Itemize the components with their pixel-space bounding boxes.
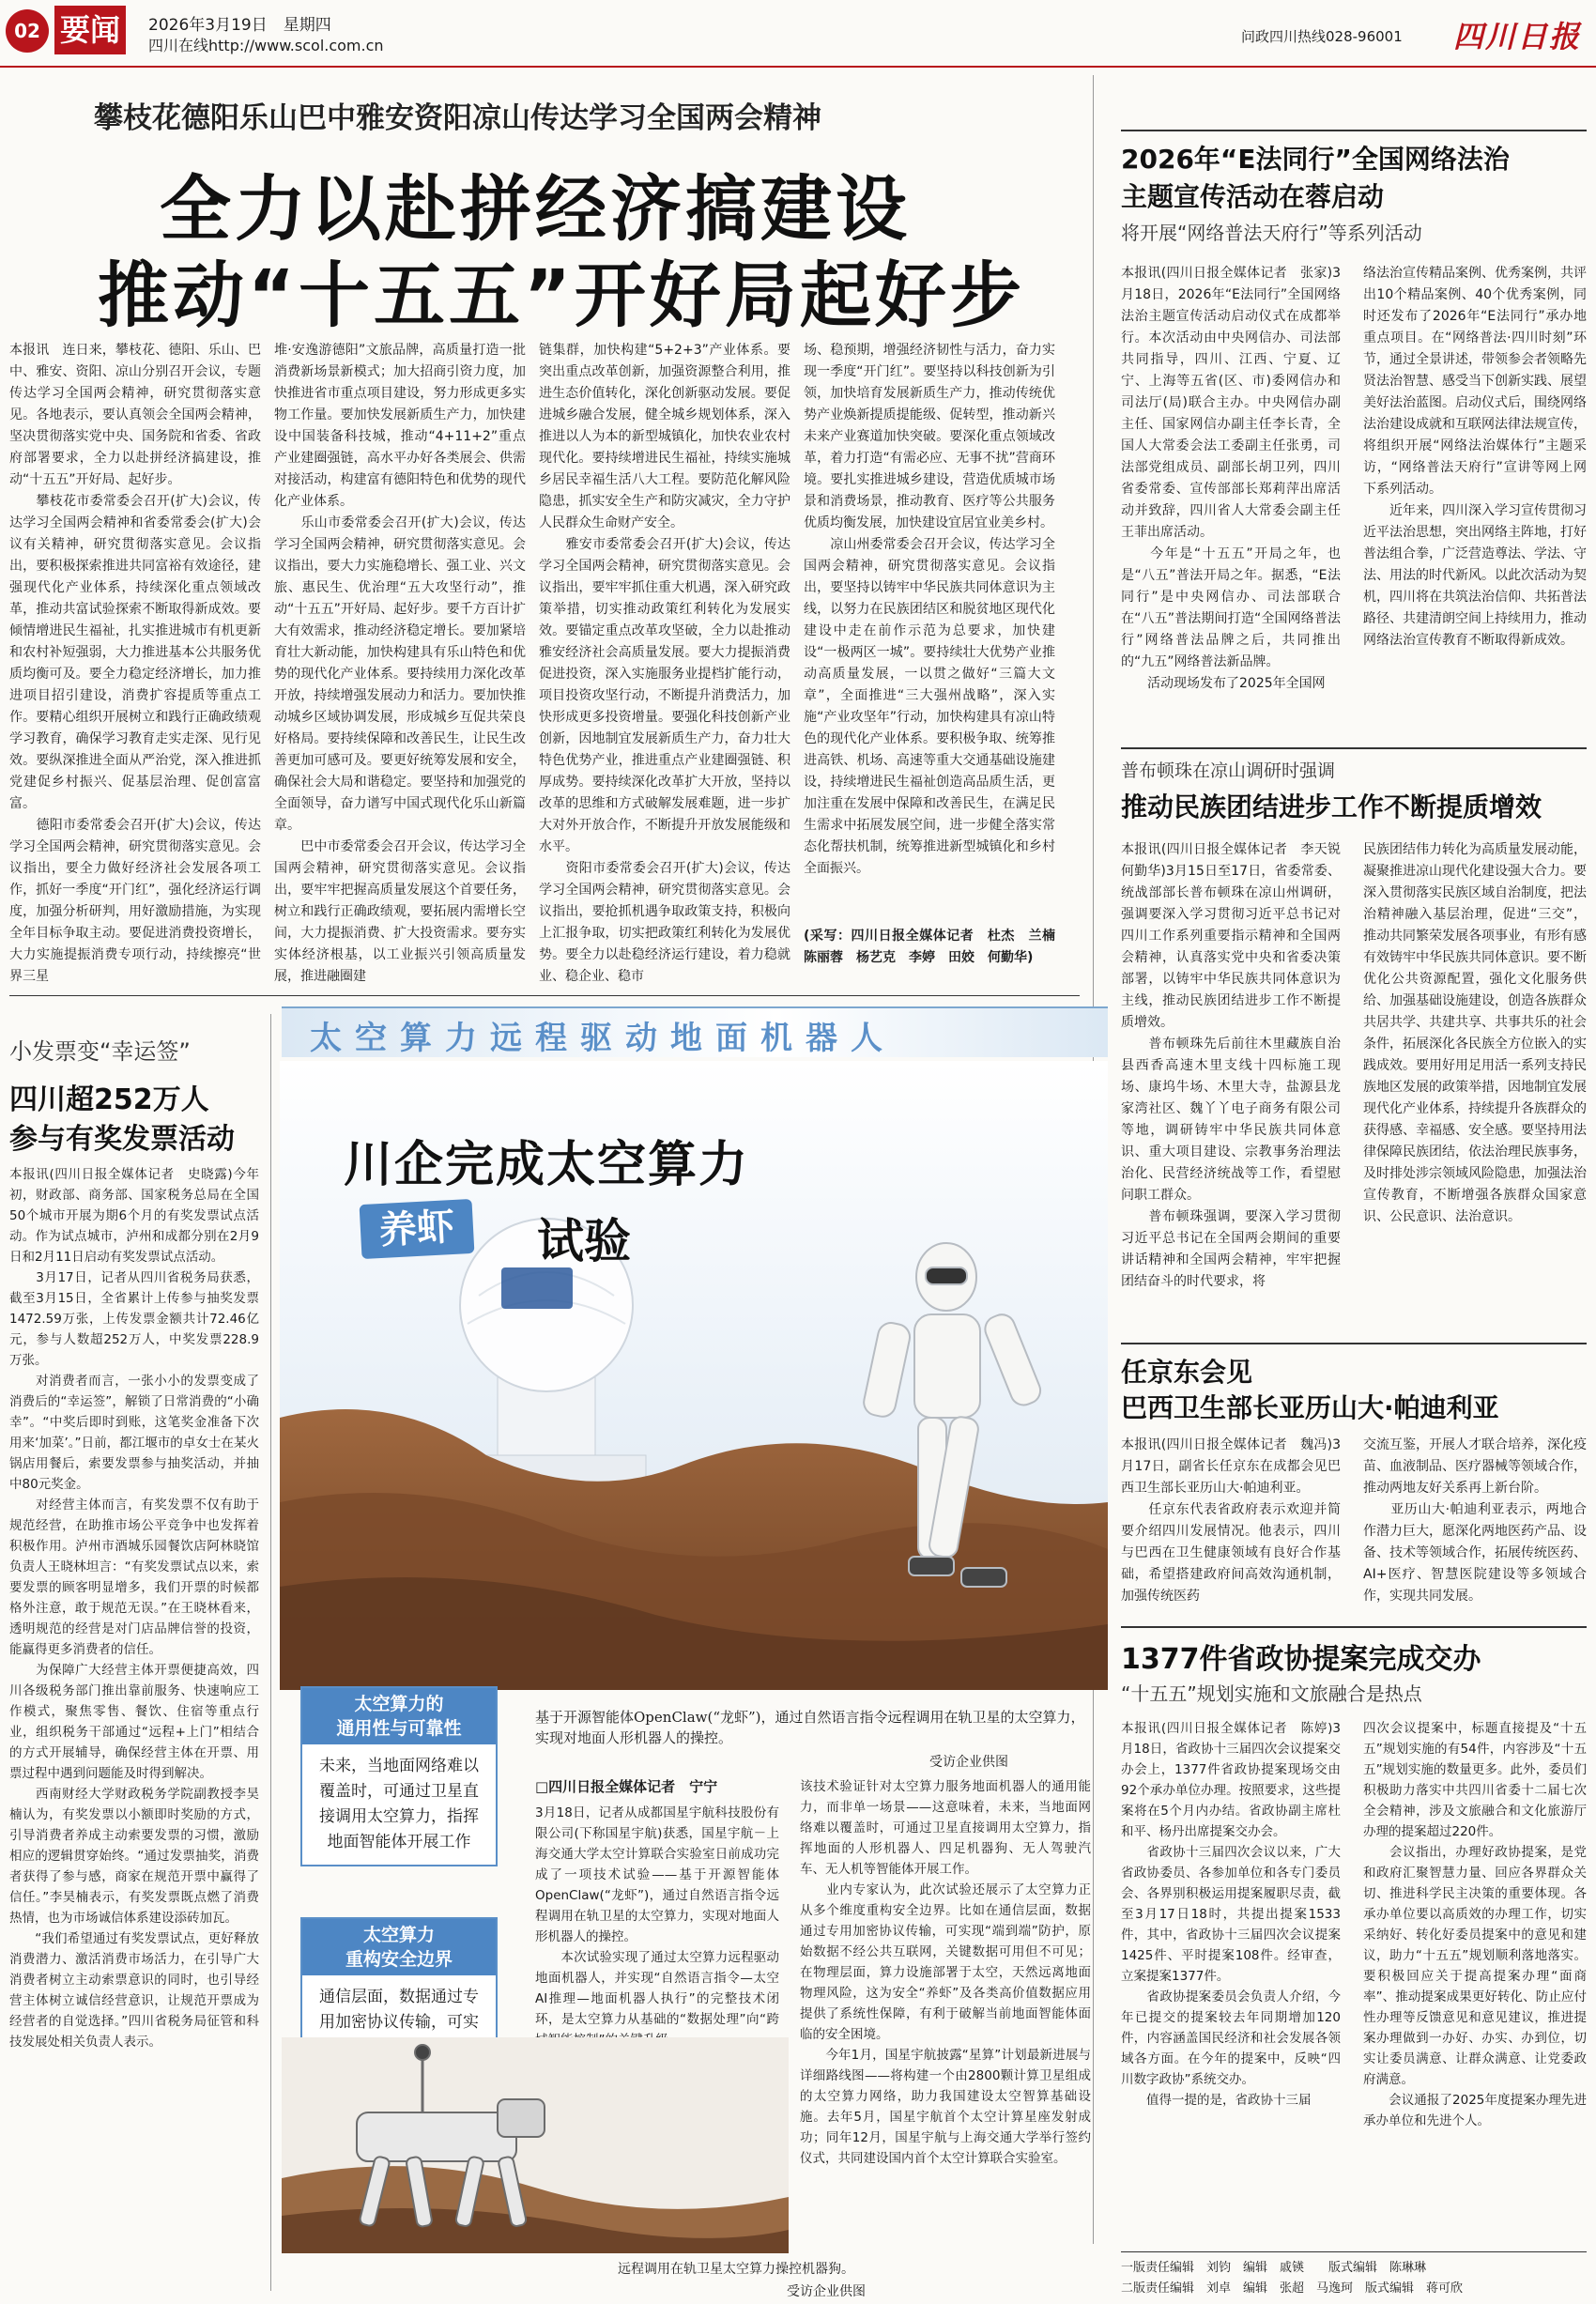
hotline: 问政四川热线028-96001 xyxy=(1241,28,1403,45)
unity-top-rule xyxy=(1121,747,1587,749)
photo-credit: 受访企业供图 xyxy=(929,1755,1008,1770)
lead-column-4: 场、稳预期，增强经济韧性与活力，奋力实现一季度“开门红”。要坚持以科技创新为引领，加快培育发展新质生产力，推动传统优势产业焕新提质提能级、促转型，推动新兴未来产业赛道加快突破。要深化重点领域改革，着力打造“有需必应、无事不扰”营商环境。要扎实推进城乡建设，营造优质城市场景和消费场景，推动教育、医疗等公共服务优质均衡发展，加快建设宜居宜业美乡村。 凉山州委常委会召开会议，传达学习全国两会精神，研究贯彻落实意见。会议指出，要坚持以铸牢中华民族共同体意识为主线，以努力在民族团结区和脱贫地区现代化建设中走在前作示范为总要求，加快建设“一极两区一城”。要持续壮大优势产业推动高质量发展，一以贯之做好“三篇大文章”，全面推进“三大强州战略”，深入实施“产业攻坚年”行动，加快构建具有凉山特色的现代化产业体系。要积极争取、统筹推进高铁、机场、高速等重大交通基础设施建设，持续增进民生福祉创造高品质生活，更加注重在发展中保障和改善民生，在满足民生需求中拓展发展空间，进一步健全落实常态化帮扶机制，统筹推进新型城镇化和乡村全面振兴。 xyxy=(804,343,1055,876)
unity-column-2: 民族团结伟力转化为高质量发展动能，凝聚推进凉山现代化建设强大合力。要深入贯彻落实民族区域自治制度，把法治精神融入基层治理，促进“三交”，推动共同繁荣发展各项事业，有形有感有效铸牢中华民族共同体意识。要不断优化公共资源配置，强化文化服务供给、加强基础设施建设，创造各族群众共居共学、共建共享、共事共乐的社会条件，拓展深化各民族全方位嵌入的实践成效。要用好用足用活一系列支持民族地区发展的政策举措，因地制宜发展现代化产业体系，持续提升各族群众的获得感、幸福感、安全感。要坚持用法律保障民族团结，依法治理民族事务，及时排处涉宗领域风险隐患，加强法治宣传教育，不断增强各族群众国家意识、公民意识、法治意识。 xyxy=(1363,842,1587,1224)
meeting-top-rule xyxy=(1121,1343,1587,1344)
lottery-body: 本报讯(四川日报全媒体记者 史晓露)今年初，财政部、商务部、国家税务总局在全国50个城市开展为期6个月的有奖发票试点活动。作为试点城市，泸州和成都分别在2月9日和2月11日启动有奖发票试点活动。 3月17日，记者从四川省税务局获悉，截至3月15日，全省累计上传参与抽奖发票1472.59万张，上传发票金额共计72.46亿元，参与人数超252万人，中奖发票228.9万张。 对消费者而言，一张小小的发票变成了消费后的“幸运签”，解锁了日常消费的“小确幸”。“中奖后即时到账，这笔奖金准备下次用来‘加菜’。”日前，都江堰市的卓女士在某火锅店用餐后，索要发票参与抽奖活动，并抽中80元奖金。 对经营主体而言，有奖发票不仅有助于规范经营，在助推市场公平竞争中也发挥着积极作用。泸州市酒城乐园餐饮店阿林晓馆负责人王晓林坦言：“有奖发票试点以来，索要发票的顾客明显增多，我们开票的时候都格外注意，敢于规范无误。”在王晓林看来，透明规范的经营是对门店品牌信誉的投资，能赢得更多消费者的信任。 为保障广大经营主体开票便捷高效，四川各级税务部门推出靠前服务、快速响应工作模式，聚焦零售、餐饮、住宿等重点行业，组织税务干部通过“远程+上门”相结合的方式开展辅导，确保经营主体在开票、用票过程中遇到问题能及时得到解决。 西南财经大学财政税务学院副教授李昊楠认为，有奖发票以小额即时奖励的方式，引导消费者养成主动索要发票的习惯，激励相应的逻辑贯穿始终。“通过发票抽奖，消费者获得了参与感，商家在规范开票中赢得了信任。”李昊楠表示，有奖发票既点燃了消费热情，也为市场诚信体系建设添砖加瓦。 “我们希望通过有奖发票试点，更好释放消费潜力、激活消费市场活力，在引导广大消费者树立主动索票意识的同时，也引导经营主体树立诚信经营意识，让规范开票成为经营者的自觉选择。”四川省税务局征管和科技发展处相关负责人表示。 xyxy=(9,1167,259,2050)
meeting-headline-line2: 巴西卫生部长亚历山大·帕迪利亚 xyxy=(1121,1392,1499,1423)
law-headline-line2: 主题宣传活动在蓉启动 xyxy=(1121,181,1385,212)
unity-headline: 推动民族团结进步工作不断提质增效 xyxy=(1121,791,1542,822)
callout-security-body: 通信层面，数据通过专用加密协议传输，可实 xyxy=(319,1988,479,2032)
callout-generality-body: 未来，当地面网络难以覆盖时，可通过卫星直接调用太空算力，指挥地面智能体开展工作 xyxy=(319,1757,479,1851)
lead-column-3: 链集群，加快构建“5+2+3”产业体系。要突出重点改革创新，加强资源整合利用，推进生态价值转化，深化创新驱动发展。要促进城乡融合发展，健全城乡规划体系，深入推进以人为本的新型城镇化，加快农业农村现代化。要持续增进民生福祉，持续实施城乡居民幸福生活八大工程。要防范化解风险隐患，抓实安全生产和防灾减灾，全力守护人民群众生命财产安全。 雅安市委常委会召开(扩大)会议，传达学习全国两会精神，研究贯彻落实意见。会议指出，要牢牢抓住重大机遇，深入研究政策举措，切实推动政策红利转化为发展实效。要锚定重点改革攻坚破，全力以赴推动雅安经济社会高质量发展。要大力提振消费促进投资，深入实施服务业提档扩能行动，项目投资攻坚行动，不断提升消费活力，加快形成更多投资增量。要强化科技创新产业创新，因地制宜发展新质生产力，奋力壮大特色优势产业，推进重点产业建圈强链、积厚成势。要持续深化改革扩大开放，坚持以改革的思维和方式破解发展难题，进一步扩大对外开放合作，不断提升开放发展能级和水平。 资阳市委常委会召开(扩大)会议，传达学习全国两会精神，研究贯彻落实意见。会议指出，要抢抓机遇争取政策支持，积极向上汇报争取，切实把政策红利转化为发展优势。要全力以赴稳经济运行建设，着力稳就业、稳企业、稳市 xyxy=(539,343,790,984)
proposal-column-2: 四次会议提案中，标题直接提及“十五五”规划实施的有54件，内容涉及“十五五”规划实施的数量更多。此外，委员们积极助力落实中共四川省委十二届七次全会精神，涉及文旅融合和文化旅游厅办理的提案超过220件。 会议指出，办理好政协提案，是党和政府汇聚智慧力量、回应各界群众关切、推进科学民主决策的重要体现。各承办单位要以高质效的办理工作，切实采纳好、转化好委员提案中的意见和建议，助力“十五五”规划顺利落地落实。要积极回应关于提高提案办理“面商率”、推动提案成果更好转化、防止应付性办理等反馈意见和意见建议，推进提案办理做到一办好、办实、办到位，切实让委员满意、让群众满意、让党委政府满意。 会议通报了2025年度提案办理先进承办单位和先进个人。 xyxy=(1363,1721,1587,2128)
bottom-photo-caption: 远程调用在轨卫星太空算力操控机器狗。 xyxy=(618,2262,854,2277)
lead-headline-line2: 推动“十五五”开好局起好步 xyxy=(98,253,1025,337)
space-byline: □四川日报全媒体记者 宁宁 xyxy=(535,1778,718,1795)
meeting-column-1: 本报讯(四川日报全媒体记者 魏冯)3月17日，副省长任京东在成都会见巴西卫生部长亚历山大·帕迪利亚。 任京东代表省政府表示欢迎并简要介绍四川发展情况。他表示，四川与巴西在卫生健康领域有良好合作基础，希望搭建政府间高效沟通机制，加强传统医药 xyxy=(1121,1437,1341,1604)
page-number-badge: 02 xyxy=(6,9,49,53)
website: 四川在线http://www.scol.com.cn xyxy=(148,37,384,54)
law-column-2: 络法治宣传精品案例、优秀案例，共评出10个精品案例、40个优秀案例，同时还发布了2026年“E法同行”承办地重点项目。在“网络普法·四川时刻”环节，通过全景讲述，带领参会者领略先贤法治智慧、感受当下创新实践、展望美好法治蓝图。启动仪式后，围绕网络法治建设成就和互联网法律法规宣传，将组织开展“网络法治媒体行”主题采访，“网络普法天府行”宣讲等网上网下系列活动。 近年来，四川深入学习宣传贯彻习近平法治思想，突出网络主阵地，打好普法组合拳，广泛营造尊法、学法、守法、用法的时代新风。以此次活动为契机，四川将在共筑法治信仰、共拓普法路径、共建清朗空间上持续用力，推动网络法治宣传教育不断取得新成效。 xyxy=(1363,266,1587,648)
space-headline-highlight: 养虾 xyxy=(360,1199,475,1259)
issue-date: 2026年3月19日 星期四 xyxy=(148,16,331,35)
space-column-2: 该技术验证针对太空算力服务地面机器人的通用能力，而非单一场景——这意味着，未来，当地面网络难以覆盖时，可通过卫星直接调用太空算力，指挥地面的人形机器人、四足机器狗、无人驾驶汽车、无人机等智能体开展工作。 业内专家认为，此次试验还展示了太空算力正从多个维度重构安全边界。比如在通信层面，数据通过专用加密协议传输，可实现“端到端”防护，原始数据不经公共互联网，关键数据可用但不可见；在物理层面，算力设施部署于太空，天然远离地面物理风险，这为安全“养虾”及各类高价值数据应用提供了系统性保障，有利于破解当前地面智能体面临的安全困境。 今年1月，国星宇航披露“星算”计划最新进展与详细路线图——将构建一个由2800颗计算卫星组成的太空算力网络，助力我国建设太空智算基础设施。去年5月，国星宇航首个太空计算星座发射成功；同年12月，国星宇航与上海交通大学举行签约仪式，共同建设国内首个太空计算联合实验室。 xyxy=(800,1779,1091,2166)
space-column-1: 3月18日，记者从成都国星宇航科技股份有限公司(下称国星宇航)获悉，国星宇航－上海交通大学太空计算联合实验室日前成功完成了一项技术试验——基于开源智能体OpenClaw(“龙虾”)，通过自然语言指令远程调用在轨卫星的太空算力，实现对地面人形机器人的操控。 本次试验实现了通过太空算力远程驱动地面机器人，并实现“自然语言指令—太空AI推理—地面机器人执行”的完整技术闭环，是太空算力从基础的“数据处理”向“跨 xyxy=(535,1805,779,2027)
lottery-divider xyxy=(270,1014,271,2291)
lottery-headline-line2: 参与有奖发票活动 xyxy=(9,1123,235,1156)
space-headline-suffix: 试验 xyxy=(537,1214,631,1268)
bottom-photo-credit: 受访企业供图 xyxy=(787,2284,866,2299)
law-column-1: 本报讯(四川日报全媒体记者 张家)3月18日，2026年“E法同行”全国网络法治主题宣传活动启动仪式在成都举行。本次活动由中央网信办、司法部共同指导，四川、江西、宁夏、辽宁、上海等五省(区、市)委网信办和司法厅(局)联合主办。中央网信办副主任、国家网信办副主任李长青，全国人大常委会法工委副主任张勇，司法部党组成员、副部长胡卫列，四川省委常委、宣传部部长郑莉萍出席活动并致辞，四川省人大常委会副主任王菲出席活动。 今年是“十五五”开局之年，也是“八五”普法开局之年。据悉，“E法同行”是中央网信办、司法部联合在“八五”普法期间打造“全国网络普法行”网络普法品牌之后，共同推出的“九五”网络普法新品牌。 活动现场发布了2025年全国网 xyxy=(1121,266,1341,691)
photo-caption: 基于开源智能体OpenClaw(“龙虾”)，通过自然语言指令远程调用在轨卫星的太空算力，实现对地面人形机器人的操控。 xyxy=(535,1709,1085,1746)
proposal-column-1: 本报讯(四川日报全媒体记者 陈婷)3月18日，省政协十三届四次会议提案交办会上，1377件省政协提案现场交由92个承办单位办理。按照要求，这些提案将在5个月内办结。省政协副主席杜和平、杨丹出席提案交办会。 省政协十三届四次会议以来，广大省政协委员、各参加单位和各专门委员会、各界别积极运用提案履职尽责，截至3月17日18时，共提出提案1533件，其中，省政协十三届四次会议提案1425件、平时提案108件。经审查，立案提案1377件。 省政协提案委员会负责人介绍，今年已提交的提案较去年同期增加120件，内容涵盖国民经济和社会发展各领域各方面。在今年的提案中，反映“四川数字政协”系统交办。 值得一提的是，省政协十三届 xyxy=(1121,1721,1341,2108)
callout-generality xyxy=(300,1686,498,1866)
proposal-headline: 1377件省政协提案完成交办 xyxy=(1121,1643,1481,1676)
unity-column-1: 本报讯(四川日报全媒体记者 李天锐 何勤华)3月15日至17日，省委常委、统战部部长普布顿珠在凉山州调研，强调要深入学习贯彻习近平总书记对四川工作系列重要指示精神和全国两会精神，认真落实党中央和省委决策部署，以铸牢中华民族共同体意识为主线，推动民族团结进步工作不断提质增效。 普布顿珠先后前往木里藏族自治县西香高速木里支线十四标施工现场、康坞牛场、木里大寺，盐源县龙家湾社区、魏丫丫电子商务有限公司等地，调研铸牢中华民族共同体意识、重大项目建设、宗教事务治理法治化、民营经济统战等工作，看望慰问职工群众。 普布顿珠强调，要深入学习贯彻习近平总书记在全国两会期间的重要讲话精神和全国两会精神，牢牢把握团结奋斗的时代要求，将 xyxy=(1121,842,1341,1289)
lead-headline-line1: 全力以赴拼经济搞建设 xyxy=(160,167,911,251)
robot-dog-illustration xyxy=(282,2037,789,2253)
callout-generality-title: 太空算力的 通用性与可靠性 xyxy=(302,1688,496,1744)
unity-kicker: 普布顿珠在凉山调研时强调 xyxy=(1121,760,1336,781)
lead-byline: (采写：四川日报全媒体记者 杜杰 兰楠 陈丽蓉 杨艺克 李婷 田姣 何勤华) xyxy=(804,929,1068,965)
meeting-headline-line1: 任京东会见 xyxy=(1121,1357,1253,1388)
footer-editors-line2: 二版责任编辑 刘卓 编辑 张超 马逸珂 版式编辑 蒋可欣 xyxy=(1121,2281,1464,2296)
law-headline-line1: 2026年“E法同行”全国网络法治 xyxy=(1121,144,1510,175)
law-subheadline: 将开展“网络普法天府行”等系列活动 xyxy=(1121,222,1422,244)
callout-security-title: 太空算力 重构安全边界 xyxy=(302,1919,496,1975)
proposal-subheadline: “十五五”规划实施和文旅融合是热点 xyxy=(1121,1682,1422,1705)
lead-kicker: 攀枝花德阳乐山巴中雅安资阳凉山传达学习全国两会精神 xyxy=(94,101,821,135)
lottery-kicker: 小发票变“幸运签” xyxy=(9,1038,191,1065)
space-headline: 川企完成太空算力 xyxy=(344,1137,750,1193)
proposal-top-rule xyxy=(1121,1626,1587,1628)
footer-editors-line1: 一版责任编辑 刘钧 编辑 戚锳 版式编辑 陈琳琳 xyxy=(1121,2261,1427,2275)
masthead xyxy=(0,0,1596,68)
lead-divider xyxy=(9,995,1080,996)
lead-column-2: 堆·安逸游德阳”文旅品牌，高质量打造一批消费新场景新模式；加大招商引资力度，加快推进省市重点项目建设，努力形成更多实物工作量。要加快发展新质生产力，加快建设中国装备科技城，推动“4+11+2”重点产业建圈强链，高水平办好各类展会、供需对接活动，构建富有德阳特色和优势的现代化产业体系。 乐山市委常委会召开(扩大)会议，传达学习全国两会精神，研究贯彻落实意见。会议指出，要大力实施稳增长、强工业、兴文旅、惠民生、优治理“五大攻坚行动”，推动“十五五”开好局、起好步。要千方百计扩大有效需求，推动经济稳定增长。要加紧培育壮大新动能，加快构建具有乐山特色和优势的现代化产业体系。要持续用力深化改革开放，持续增强发展动力和活力。要加快推动城乡区域协调发展，形成城乡互促共荣良好格局。要持续保障和改善民生，让民生改善更加可感可及。要更好统筹发展和安全，确保社会大局和谐稳定。要坚持和加强党的全面领导，奋力谱写中国式现代化乐山新篇章。 巴中市委常委会召开会议，传达学习全国两会精神，研究贯彻落实意见。会议指出，要牢牢把握高质量发展这个首要任务，树立和践行正确政绩观，要拓展内需增长空间，大力提振消费、扩大投资需求。要夯实实体经济根基，以工业振兴引领高质量发展，推进融圈建 xyxy=(274,343,526,984)
lead-column-1: 本报讯 连日来，攀枝花、德阳、乐山、巴中、雅安、资阳、凉山分别召开会议，专题传达学习全国两会精神，研究贯彻落实意见。各地表示，要认真领会全国两会精神，坚决贯彻落实党中央、国务院和省委、省政府部署要求，全力以赴拼经济搞建设，推动“十五五”开好局、起好步。 攀枝花市委常委会召开(扩大)会议，传达学习全国两会精神和省委常委会(扩大)会议有关精神，研究贯彻落实意见。会议指出，要积极探索推进共同富裕有效途径，建强现代化产业体系，持续深化重点领域改革，推动共富试验探索不断取得新成效。要倾情增进民生福祉，扎实推进城市有机更新和农村补短强弱，大力推进基本公共服务优质均衡可及。要全力稳定经济增长，加力推进项目招引建设，消费扩容提质等重点工作。要精心组织开展树立和践行正确政绩观学习教育，确保学习教育走实走深、见行见效。要纵深推进全面从严治党，深入推进抓党建促乡村振兴、促基层治理、促创富富富。 德阳市委常委会召开(扩大)会议，传达学习全国两会精神，研究贯彻落实意见。会议指出，要全力做好经济社会发展各项工作，抓好一季度“开门红”，强化经济运行调度，加强分析研判，用好激励措施，为实现全年目标争取主动。要促进消费投资增长，大力实施提振消费专项行动，持续擦亮“世界三星 xyxy=(9,343,261,984)
lottery-headline-line1: 四川超252万人 xyxy=(9,1083,209,1116)
newspaper-logo: 四川日报 xyxy=(1453,19,1582,54)
law-top-rule xyxy=(1121,130,1587,131)
footer-rule xyxy=(1121,2251,1587,2252)
masthead-rule xyxy=(0,66,1596,68)
meeting-column-2: 交流互鉴，开展人才联合培养，深化疫苗、血液制品、医疗器械等领域合作，推动两地友好关系再上新台阶。 亚历山大·帕迪利亚表示，两地合作潜力巨大，愿深化两地医药产品、设备、技术等领域合作，拓展传统医药、AI+医疗、智慧医院建设等多领域合作，实现共同发展。 xyxy=(1363,1437,1587,1604)
space-banner-text: 太空算力远程驱动地面机器人 xyxy=(310,1020,896,1057)
section-tag: 要闻 xyxy=(54,6,126,54)
robot-dog-photo xyxy=(282,2037,789,2253)
